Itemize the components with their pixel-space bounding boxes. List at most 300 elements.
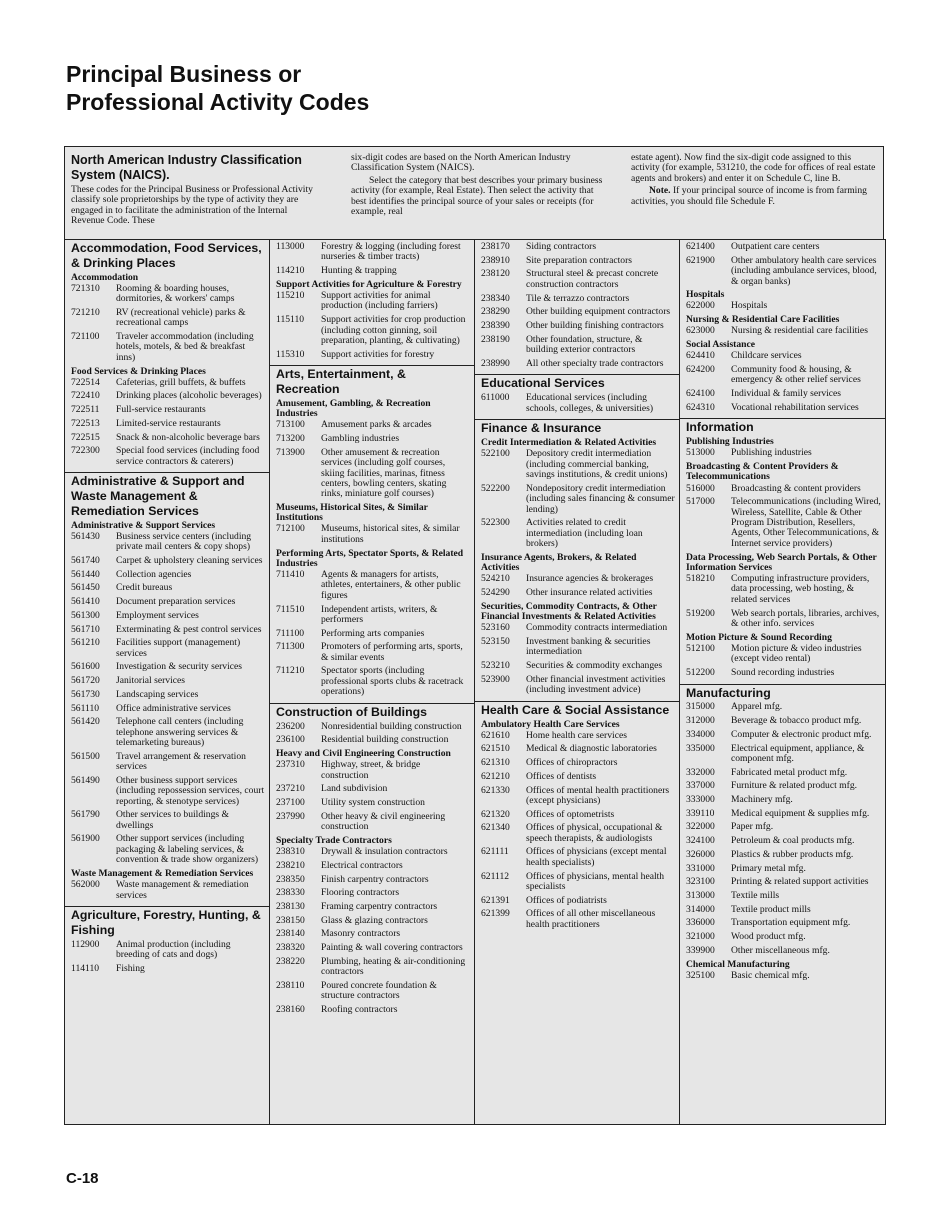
code-row <box>71 378 265 388</box>
activity-description: Wood product mfg. <box>731 931 806 943</box>
activity-code: 115310 <box>276 348 305 360</box>
activity-description: Other building equipment contractors <box>526 306 671 318</box>
activity-description: Investigation & security services <box>116 661 243 673</box>
activity-description: Structural steel & precast concrete construction contractors <box>526 268 659 290</box>
activity-code: 722300 <box>71 445 100 457</box>
activity-description: Primary metal mfg. <box>731 862 806 874</box>
intro-col-3 <box>631 153 877 207</box>
code-row <box>481 847 675 868</box>
code-row <box>276 666 470 697</box>
subcategory-heading: Food Services & Drinking Places <box>71 365 206 377</box>
code-row <box>276 1005 470 1015</box>
activity-description: Painting & wall covering contractors <box>321 942 463 954</box>
intro-text-3: Select the category that best describes your primary business activity (for example, Real Estate). Then select the activity that best identifies the principal source of your sales or receipts (for example, real <box>351 174 603 218</box>
activity-description: Childcare services <box>731 350 802 362</box>
activity-description: Other business support services (including repossession services, court reporting, & stenotype services) <box>116 774 265 807</box>
activity-code: 337000 <box>686 780 715 792</box>
subcategory-heading: Securities, Commodity Contracts, & Other Financial Investments & Related Activities <box>481 600 657 622</box>
activity-description: Collection agencies <box>116 568 192 580</box>
activity-code: 331000 <box>686 862 715 874</box>
code-row <box>481 393 675 414</box>
activity-description: Other heavy & civil engineering construction <box>321 810 446 833</box>
code-row <box>481 307 675 317</box>
activity-description: Janitorial services <box>116 675 185 687</box>
activity-code: 561730 <box>71 688 100 700</box>
activity-description: Office administrative services <box>116 702 231 714</box>
activity-description: Apparel mfg. <box>731 701 783 713</box>
code-row <box>686 877 881 887</box>
code-row <box>71 446 265 467</box>
activity-description: RV (recreational vehicle) parks & recreational camps <box>116 306 246 329</box>
subcategory-heading: Social Assistance <box>686 339 756 351</box>
code-row <box>481 637 675 658</box>
code-row <box>481 758 675 768</box>
activity-code: 114110 <box>71 962 100 974</box>
code-row <box>71 880 265 901</box>
code-row <box>71 940 265 961</box>
activity-description: Exterminating & pest control services <box>116 623 262 635</box>
activity-description: Other miscellaneous mfg. <box>731 944 830 956</box>
activity-code: 523160 <box>481 622 510 634</box>
activity-description: Fabricated metal product mfg. <box>731 766 848 778</box>
activity-code: 624310 <box>686 401 715 413</box>
code-column <box>270 240 475 1124</box>
subcategory-heading: Publishing Industries <box>686 436 774 448</box>
code-row <box>276 448 470 500</box>
activity-description: Cafeterias, grill buffets, & buffets <box>116 376 246 388</box>
activity-description: Facilities support (management) services <box>116 637 241 659</box>
category-section <box>680 418 885 683</box>
activity-description: Drywall & insulation contractors <box>321 846 448 858</box>
category-title: Information <box>686 420 754 435</box>
activity-description: Offices of physicians (except mental health specialists) <box>526 846 667 868</box>
subcategory-heading: Museums, Historical Sites, & Similar Institutions <box>276 502 428 524</box>
activity-description: Framing carpentry contractors <box>321 901 438 912</box>
code-row <box>481 675 675 696</box>
activity-description: Document preparation services <box>116 596 236 608</box>
code-row <box>686 781 881 791</box>
code-row <box>276 798 470 808</box>
code-row <box>686 946 881 956</box>
activity-code: 513000 <box>686 447 715 459</box>
naics-intro-box <box>64 146 884 240</box>
activity-code: 238910 <box>481 254 510 266</box>
activity-description: Finish carpentry contractors <box>321 873 429 885</box>
intro-col-2 <box>351 153 609 217</box>
code-row <box>71 776 265 807</box>
activity-code: 115210 <box>276 290 305 302</box>
category-section <box>270 365 474 703</box>
activity-description: Web search portals, libraries, archives, & other info. services <box>731 607 880 629</box>
activity-description: Waste management & remediation services <box>116 879 249 901</box>
activity-description: Support activities for forestry <box>321 348 435 360</box>
code-row <box>276 957 470 978</box>
activity-description: Home health care services <box>526 729 627 741</box>
activity-description: Computer & electronic product mfg. <box>731 728 872 740</box>
code-row <box>276 350 470 360</box>
code-row <box>276 735 470 745</box>
activity-code: 315000 <box>686 701 715 713</box>
activity-description: Credit bureaus <box>116 582 173 594</box>
code-row <box>276 784 470 794</box>
subcategory-heading: Credit Intermediation & Related Activities <box>481 437 657 449</box>
activity-description: Rooming & boarding houses, dormitories, & workers' camps <box>116 282 235 305</box>
activity-code: 523150 <box>481 635 510 647</box>
code-row <box>686 497 881 549</box>
activity-description: Drinking places (alcoholic beverages) <box>116 390 262 402</box>
code-row <box>481 269 675 290</box>
subcategory-heading: Insurance Agents, Brokers, & Related Activities <box>481 551 637 574</box>
activity-description: Offices of mental health practitioners (except physicians) <box>526 784 670 806</box>
activity-description: Other ambulatory health care services (including ambulance services, blood, & organ banks) <box>731 254 877 287</box>
activity-code: 332000 <box>686 766 715 778</box>
category-section <box>475 374 679 419</box>
activity-code: 238150 <box>276 914 305 926</box>
activity-code: 336000 <box>686 917 715 929</box>
activity-description: Plumbing, heating & air-conditioning contractors <box>321 955 466 978</box>
code-row <box>481 744 675 754</box>
activity-code: 621391 <box>481 894 510 906</box>
activity-code: 523210 <box>481 659 510 671</box>
activity-description: Hospitals <box>731 300 768 312</box>
activity-description: Machinery mfg. <box>731 794 793 806</box>
activity-code: 519200 <box>686 607 715 619</box>
activity-description: Community food & housing, & emergency & other relief services <box>731 363 861 386</box>
code-row <box>686 716 881 726</box>
activity-code: 238350 <box>276 873 305 885</box>
code-row <box>686 905 881 915</box>
activity-code: 621111 <box>481 846 509 858</box>
activity-description: Fishing <box>116 962 145 974</box>
activity-description: Offices of physical, occupational & speech therapists, & audiologists <box>526 822 663 844</box>
code-row <box>276 875 470 885</box>
activity-code: 621900 <box>686 254 715 266</box>
code-row <box>481 823 675 844</box>
code-row <box>71 597 265 607</box>
code-row <box>71 676 265 686</box>
activity-code: 561500 <box>71 750 100 762</box>
activity-code: 621320 <box>481 808 510 820</box>
code-row <box>481 623 675 633</box>
activity-code: 561420 <box>71 716 100 728</box>
code-row <box>71 433 265 443</box>
activity-code: 561790 <box>71 809 100 821</box>
activity-code: 561210 <box>71 637 100 649</box>
subcategory-heading: Nursing & Residential Care Facilities <box>686 314 840 326</box>
activity-code: 339900 <box>686 944 715 956</box>
activity-code: 238170 <box>481 241 510 252</box>
activity-code: 237210 <box>276 783 305 795</box>
activity-code: 721310 <box>71 282 100 294</box>
activity-description: Beverage & tobacco product mfg. <box>731 715 862 727</box>
activity-code: 238290 <box>481 306 510 318</box>
code-row <box>481 518 675 549</box>
activity-code: 611000 <box>481 392 510 404</box>
category-section <box>65 472 269 906</box>
code-row <box>686 932 881 942</box>
activity-code: 722515 <box>71 431 100 443</box>
activity-description: Offices of optometrists <box>526 808 615 820</box>
activity-description: Transportation equipment mfg. <box>731 917 851 929</box>
activity-description: Commodity contracts intermediation <box>526 622 668 634</box>
category-section <box>475 240 679 374</box>
code-row <box>71 332 265 363</box>
activity-code: 713100 <box>276 419 305 431</box>
code-row <box>686 822 881 832</box>
activity-code: 238220 <box>276 955 305 967</box>
activity-code: 623000 <box>686 325 715 337</box>
intro-text-1: These codes for the Principal Business or Professional Activity classify sole proprietorships by the type of activity they are engaged in to facilitate the administration of the Internal Revenue Code. These <box>71 184 313 227</box>
activity-code: 722513 <box>71 417 100 429</box>
code-row <box>276 266 470 276</box>
code-row <box>71 752 265 773</box>
activity-code: 321000 <box>686 931 715 943</box>
code-row <box>71 704 265 714</box>
code-row <box>686 795 881 805</box>
activity-code: 324100 <box>686 835 715 847</box>
activity-description: Medical equipment & supplies mfg. <box>731 807 870 819</box>
code-row <box>276 629 470 639</box>
activity-code: 113000 <box>276 241 305 252</box>
code-row <box>686 301 881 311</box>
activity-description: Other support services (including packaging & labeling services, & convention & trade show organizers) <box>116 833 259 866</box>
activity-description: Limited-service restaurants <box>116 417 221 429</box>
activity-code: 518210 <box>686 573 715 584</box>
activity-code: 561600 <box>71 661 100 673</box>
activity-codes-grid <box>64 239 886 1125</box>
code-row <box>276 242 470 263</box>
activity-code: 621610 <box>481 729 510 741</box>
code-row <box>686 730 881 740</box>
activity-description: Performing arts companies <box>321 627 425 639</box>
activity-code: 238990 <box>481 357 510 369</box>
activity-code: 561450 <box>71 582 100 594</box>
activity-description: Nursing & residential care facilities <box>731 325 868 337</box>
activity-code: 561110 <box>71 702 100 714</box>
activity-description: Amusement parks & arcades <box>321 419 432 431</box>
activity-code: 115110 <box>276 314 305 326</box>
intro-note <box>631 186 877 207</box>
activity-code: 562000 <box>71 879 100 891</box>
activity-code: 561740 <box>71 555 100 567</box>
activity-code: 561430 <box>71 530 100 542</box>
code-row <box>71 625 265 635</box>
activity-code: 335000 <box>686 742 715 754</box>
activity-code: 621340 <box>481 822 510 834</box>
category-title: Health Care & Social Assistance <box>481 702 670 717</box>
activity-description: Hunting & trapping <box>321 265 397 277</box>
code-row <box>686 809 881 819</box>
code-row <box>71 611 265 621</box>
activity-description: Highway, street, & bridge construction <box>321 759 421 781</box>
activity-code: 237990 <box>276 810 305 822</box>
code-row <box>71 391 265 401</box>
subcategory-heading: Broadcasting & Content Providers & Telecommunications <box>686 461 839 483</box>
activity-code: 238190 <box>481 333 510 345</box>
activity-description: Animal production (including breeding of cats and dogs) <box>116 938 231 961</box>
code-row <box>686 242 881 252</box>
activity-description: Paper mfg. <box>731 821 774 833</box>
code-row <box>481 872 675 893</box>
activity-code: 722410 <box>71 390 100 402</box>
activity-description: Snack & non-alcoholic beverage bars <box>116 431 260 443</box>
category-section <box>680 684 885 987</box>
activity-code: 561900 <box>71 833 100 845</box>
activity-description: Electrical contractors <box>321 859 403 871</box>
activity-description: Medical & diagnostic laboratories <box>526 743 657 755</box>
activity-description: Promoters of performing arts, sports, & similar events <box>321 641 463 663</box>
code-row <box>71 583 265 593</box>
activity-description: Full-service restaurants <box>116 404 206 416</box>
code-row <box>71 662 265 672</box>
category-title: Finance & Insurance <box>481 421 602 436</box>
code-row <box>686 768 881 778</box>
category-title: Administrative & Support and Waste Management & Remediation Services <box>71 474 245 518</box>
code-row <box>481 321 675 331</box>
code-row <box>71 405 265 415</box>
code-row <box>686 918 881 928</box>
activity-code: 711300 <box>276 641 305 653</box>
activity-description: Agents & managers for artists, athletes, entertainers, & other public figures <box>321 569 461 601</box>
code-column <box>65 240 270 1124</box>
activity-description: Telephone call centers (including telephone answering services & telemarketing bureaus) <box>116 716 244 749</box>
activity-code: 713200 <box>276 433 305 445</box>
activity-code: 624100 <box>686 388 715 400</box>
intro-text-2: six-digit codes are based on the North American Industry Classification System (NAICS). <box>351 152 571 174</box>
activity-code: 721100 <box>71 331 100 343</box>
activity-description: Investment banking & securities intermediation <box>526 635 651 658</box>
category-section <box>65 241 269 472</box>
activity-code: 312000 <box>686 715 715 727</box>
code-row <box>71 638 265 659</box>
code-row <box>71 556 265 566</box>
code-row <box>686 403 881 413</box>
code-row <box>686 891 881 901</box>
activity-code: 561720 <box>71 675 100 687</box>
activity-description: Siding contractors <box>526 241 597 252</box>
activity-code: 621400 <box>686 241 715 252</box>
category-section <box>270 240 474 365</box>
subcategory-heading: Performing Arts, Spectator Sports, & Related Industries <box>276 547 464 569</box>
code-row <box>481 909 675 930</box>
subcategory-heading: Heavy and Civil Engineering Construction <box>276 748 451 760</box>
activity-description: Broadcasting & content providers <box>731 482 861 494</box>
activity-code: 333000 <box>686 794 715 806</box>
code-row <box>276 888 470 898</box>
category-title: Construction of Buildings <box>276 704 427 719</box>
activity-code: 711100 <box>276 627 305 639</box>
activity-code: 326000 <box>686 848 715 860</box>
category-section <box>475 419 679 700</box>
category-section <box>680 240 885 418</box>
activity-description: Other financial investment activities (including investment advice) <box>526 673 666 696</box>
code-row <box>71 810 265 831</box>
activity-description: Masonry contractors <box>321 928 401 940</box>
activity-code: 237310 <box>276 759 305 771</box>
code-row <box>481 661 675 671</box>
code-row <box>686 256 881 287</box>
page-title: Principal Business or Professional Activity Codes <box>66 61 370 115</box>
activity-code: 334000 <box>686 728 715 740</box>
activity-code: 621510 <box>481 743 510 755</box>
activity-description: Employment services <box>116 609 199 621</box>
code-row <box>276 642 470 663</box>
activity-description: Offices of physicians, mental health specialists <box>526 870 665 892</box>
intro-heading: North American Industry Classification System (NAICS). <box>71 153 302 182</box>
activity-code: 621399 <box>481 908 510 920</box>
subcategory-heading: Amusement, Gambling, & Recreation Industries <box>276 397 431 420</box>
activity-code: 524210 <box>481 573 510 585</box>
activity-description: Activities related to credit intermediation (including loan brokers) <box>526 517 643 550</box>
code-row <box>686 971 881 981</box>
activity-description: Vocational rehabilitation services <box>731 401 859 413</box>
code-row <box>481 896 675 906</box>
subcategory-heading: Ambulatory Health Care Services <box>481 718 620 730</box>
code-row <box>276 434 470 444</box>
code-row <box>481 256 675 266</box>
category-title: Accommodation, Food Services, & Drinking Places <box>71 241 262 270</box>
code-row <box>276 916 470 926</box>
activity-description: Plastics & rubber products mfg. <box>731 848 854 860</box>
intro-col-1 <box>71 153 321 227</box>
activity-code: 238310 <box>276 846 305 858</box>
subcategory-heading: Specialty Trade Contractors <box>276 834 392 846</box>
activity-description: Computing infrastructure providers, data processing, web hosting, & related services <box>731 573 870 605</box>
subcategory-heading: Motion Picture & Sound Recording <box>686 631 832 643</box>
activity-code: 522100 <box>481 448 510 460</box>
code-row <box>686 448 881 458</box>
activity-description: Special food services (including food service contractors & caterers) <box>116 445 260 467</box>
code-row <box>276 812 470 833</box>
activity-code: 621112 <box>481 870 510 882</box>
activity-description: Site preparation contractors <box>526 254 633 266</box>
activity-code: 313000 <box>686 889 715 901</box>
intro-text-4: estate agent). Now find the six-digit code assigned to this activity (for example, 531210, the code for offices of real estate agents and brokers) and enter it on Schedule C, line B. <box>631 152 876 184</box>
code-row <box>276 981 470 1002</box>
activity-description: Individual & family services <box>731 388 842 400</box>
activity-description: Offices of chiropractors <box>526 757 618 769</box>
code-row <box>686 702 881 712</box>
note-label: Note. <box>649 185 671 197</box>
activity-code: 561490 <box>71 774 100 786</box>
code-row <box>481 731 675 741</box>
activity-description: Printing & related support activities <box>731 876 869 888</box>
code-row <box>276 943 470 953</box>
activity-description: Other services to buildings & dwellings <box>116 809 229 831</box>
code-row <box>71 419 265 429</box>
code-row <box>686 484 881 494</box>
activity-code: 238110 <box>276 979 305 991</box>
activity-description: Travel arrangement & reservation services <box>116 750 246 773</box>
code-row <box>481 449 675 480</box>
activity-code: 112900 <box>71 938 100 950</box>
activity-code: 238210 <box>276 859 305 871</box>
activity-code: 624200 <box>686 363 715 375</box>
activity-description: Textile mills <box>731 889 780 901</box>
code-row <box>481 484 675 515</box>
activity-description: Outpatient care centers <box>731 241 820 252</box>
activity-code: 712100 <box>276 523 305 535</box>
code-row <box>686 644 881 665</box>
category-title: Arts, Entertainment, & Recreation <box>276 367 406 397</box>
category-section <box>65 906 269 979</box>
activity-code: 114210 <box>276 265 305 277</box>
code-row <box>71 308 265 329</box>
code-row <box>276 524 470 545</box>
activity-code: 711210 <box>276 665 305 677</box>
category-title: Agriculture, Forestry, Hunting, & Fishing <box>71 908 261 938</box>
activity-description: Basic chemical mfg. <box>731 969 810 981</box>
